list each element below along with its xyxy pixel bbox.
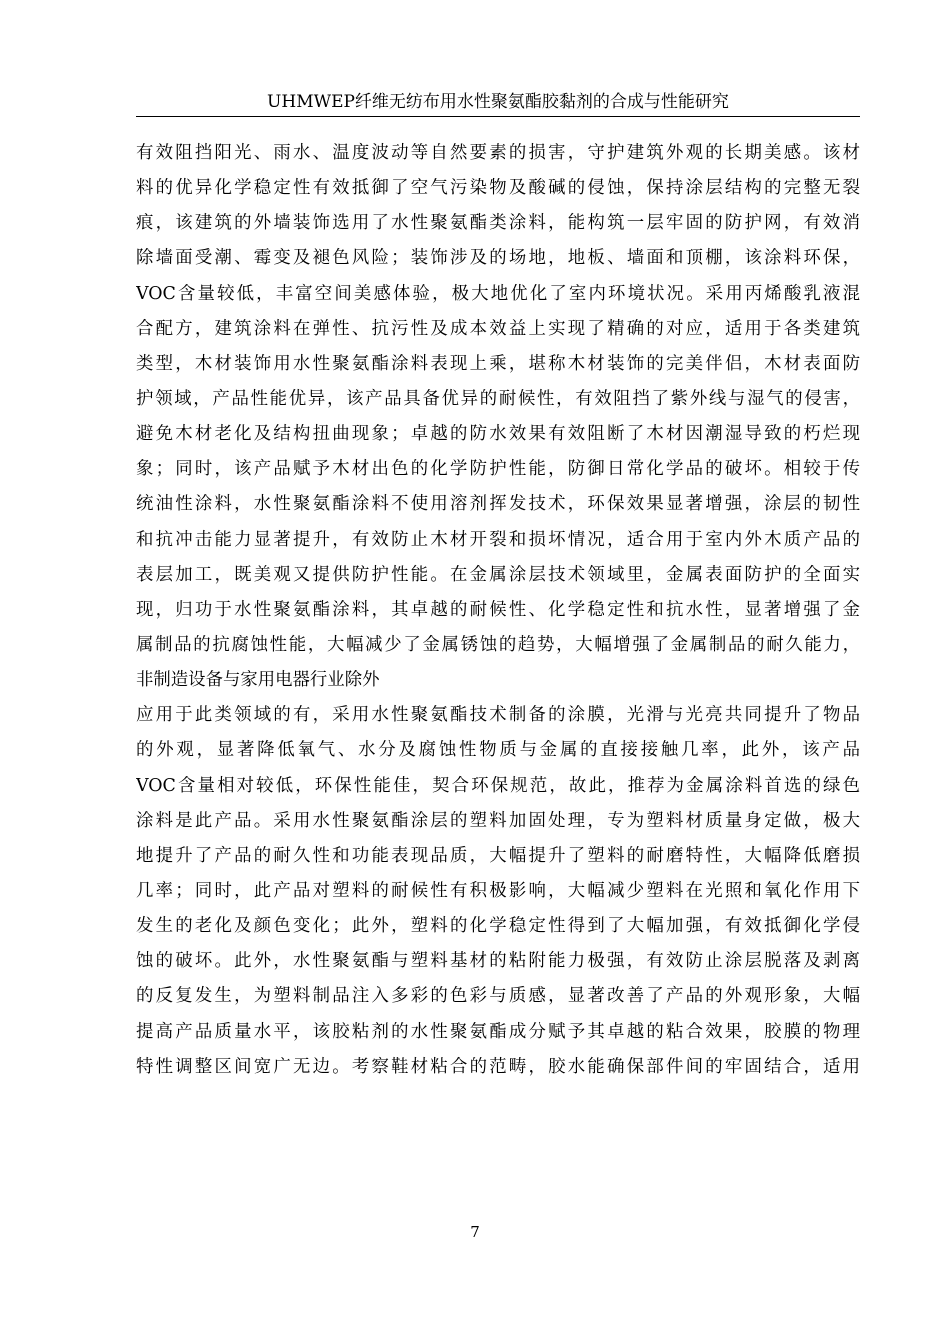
text-line: 特性调整区间宽广无边。考察鞋材粘合的范畴，胶水能确保部件间的牢固结合，适用 xyxy=(136,1056,860,1077)
text-line: 提高产品质量水平，该胶粘剂的水性聚氨酯成分赋予其卓越的粘合效果，胶膜的物理 xyxy=(136,1021,860,1042)
text-line: 有效阻挡阳光、雨水、温度波动等自然要素的损害，守护建筑外观的长期美感。该材 xyxy=(136,143,860,163)
text-line: 涂料是此产品。采用水性聚氨酯涂层的塑料加固处理，专为塑料材质量身定做，极大 xyxy=(136,810,860,831)
text-line: 象；同时，该产品赋予木材出色的化学防护性能，防御日常化学品的破坏。相较于传 xyxy=(136,459,860,480)
text-line: 类型，木材装饰用水性聚氨酯涂料表现上乘，堪称木材装饰的完美伴侣，木材表面防 xyxy=(136,353,860,374)
text-line: 地提升了产品的耐久性和功能表现品质，大幅提升了塑料的耐磨特性，大幅降低磨损 xyxy=(136,845,860,866)
text-line: 发生的老化及颜色变化；此外，塑料的化学稳定性得到了大幅加强，有效抵御化学侵 xyxy=(136,916,860,937)
text-line: 护领域，产品性能优异，该产品具备优异的耐候性，有效阻挡了紫外线与湿气的侵害， xyxy=(136,388,860,409)
text-line: 痕，该建筑的外墙装饰选用了水性聚氨酯类涂料，能构筑一层牢固的防护网，有效消 xyxy=(136,213,860,234)
text-line: 料的优异化学稳定性有效抵御了空气污染物及酸碱的侵蚀，保持涂层结构的完整无裂 xyxy=(136,178,860,199)
text-line: 和抗冲击能力显著提升，有效防止木材开裂和损坏情况，适合用于室内外木质产品的 xyxy=(136,529,860,550)
text-line: 的外观，显著降低氧气、水分及腐蚀性物质与金属的直接接触几率，此外，该产品 xyxy=(136,740,860,761)
text-line: 蚀的破坏。此外，水性聚氨酯与塑料基材的粘附能力极强，有效防止涂层脱落及剥离 xyxy=(136,951,860,972)
text-line: VOC含量较低，丰富空间美感体验，极大地优化了室内环境状况。采用丙烯酸乳液混 xyxy=(136,283,860,304)
text-line: 属制品的抗腐蚀性能，大幅减少了金属锈蚀的趋势，大幅增强了金属制品的耐久能力， xyxy=(136,634,860,655)
text-line: 避免木材老化及结构扭曲现象；卓越的防水效果有效阻断了木材因潮湿导致的朽烂现 xyxy=(136,424,860,445)
text-line: VOC含量相对较低，环保性能佳，契合环保规范，故此，推荐为金属涂料首选的绿色 xyxy=(136,775,860,796)
text-line: 表层加工，既美观又提供防护性能。在金属涂层技术领域里，金属表面防护的全面实 xyxy=(136,564,860,585)
page-header xyxy=(136,88,860,117)
text-line: 除墙面受潮、霉变及褪色风险；装饰涉及的场地，地板、墙面和顶棚，该涂料环保， xyxy=(136,248,860,269)
text-line: 现，归功于水性聚氨酯涂料，其卓越的耐候性、化学稳定性和抗水性，显著增强了金 xyxy=(136,599,860,620)
text-line: 的反复发生，为塑料制品注入多彩的色彩与质感，显著改善了产品的外观形象，大幅 xyxy=(136,986,860,1007)
text-line: 非制造设备与家用电器行业除外 xyxy=(136,670,380,691)
page-number: 7 xyxy=(470,1223,480,1241)
page-header-title: UHMWEP纤维无纺布用水性聚氨酯胶黏剂的合成与性能研究 xyxy=(267,92,729,112)
body-text xyxy=(136,136,860,1085)
text-line: 统油性涂料，水性聚氨酯涂料不使用溶剂挥发技术，环保效果显著增强，涂层的韧性 xyxy=(136,494,860,515)
text-line: 几率；同时，此产品对塑料的耐候性有积极影响，大幅减少塑料在光照和氧化作用下 xyxy=(136,880,860,901)
text-line: 合配方，建筑涂料在弹性、抗污性及成本效益上实现了精确的对应，适用于各类建筑 xyxy=(136,318,860,339)
text-line: 应用于此类领域的有，采用水性聚氨酯技术制备的涂膜，光滑与光亮共同提升了物品 xyxy=(136,705,860,726)
